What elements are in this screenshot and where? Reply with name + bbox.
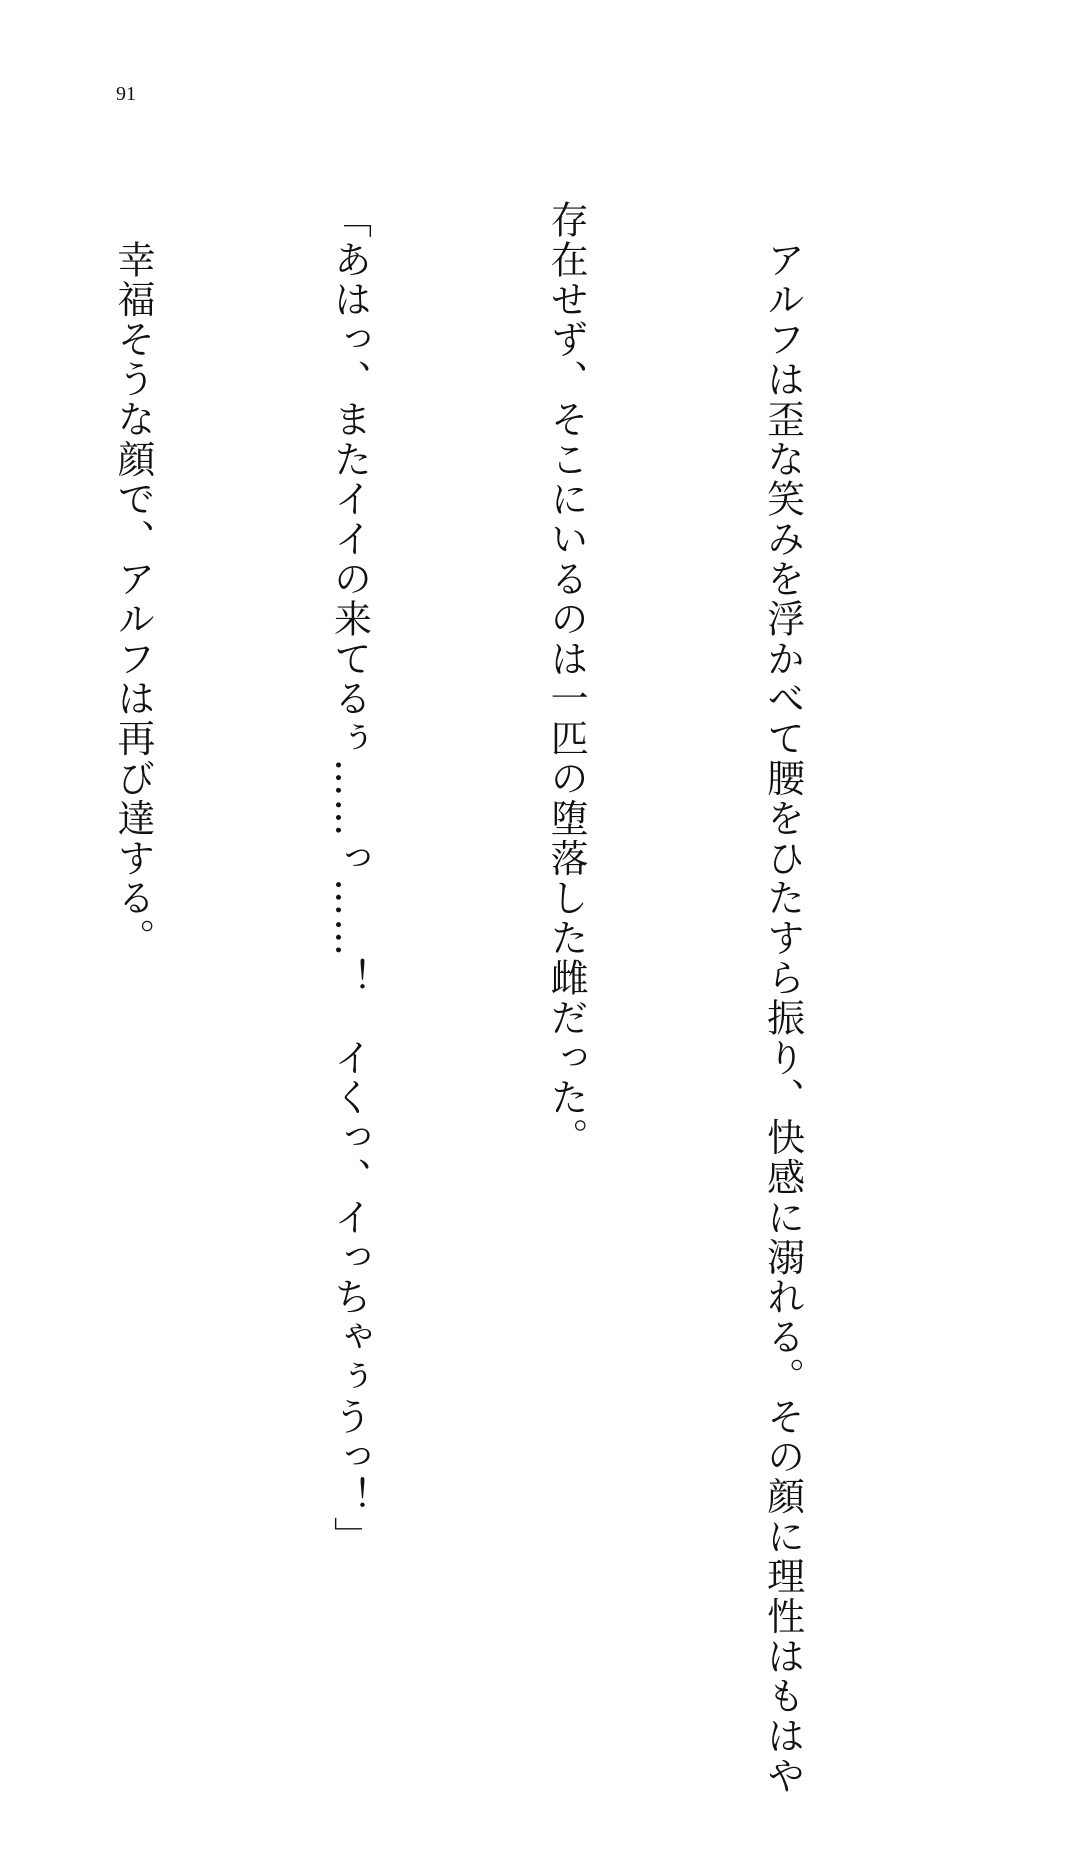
- main-text: [0, 200, 963, 1796]
- page-number: 91: [116, 83, 136, 105]
- text-line: アルフは歪な笑みを浮かべて腰をひたすら振り、快感に溺れる。その顔に理性はもはや: [760, 200, 805, 1796]
- text-line: 幸福そうな顔で、アルフは再び達する。: [110, 200, 155, 959]
- text-line: 存在せず、そこにいるのは一匹の堕落した雌だった。: [544, 200, 589, 1158]
- text-line: 「あはっ、またイイの来てるぅ……っ……！ イくっ、イっちゃぅうっ！」: [327, 200, 372, 1557]
